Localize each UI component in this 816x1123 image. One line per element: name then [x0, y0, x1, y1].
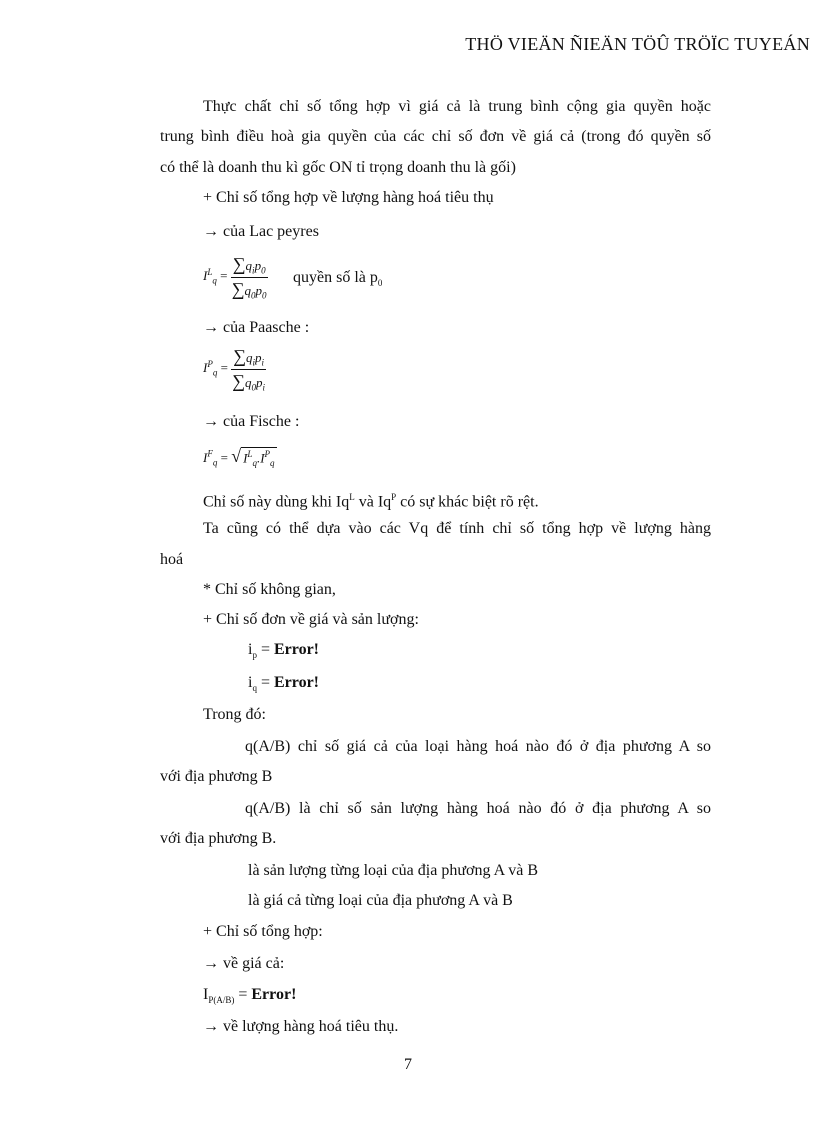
- laspeyres-weight-note: quyền số là $p_0$: [293, 269, 383, 289]
- running-header: THÖ VIEÄN ÑIEÄN TÖÛ TRÖÏC TUYEÁN: [465, 34, 810, 54]
- paragraph-line: có thể là doanh thu kì gốc ON tỉ trọng doanh thu là gối): [160, 159, 516, 176]
- paragraph-line: Trong đó:: [203, 706, 266, 723]
- paragraph-line: là giá cả từng loại của địa phương A và B: [248, 892, 513, 909]
- composite-price-index-line: $I_{P(A/B)}$ = Error!: [203, 986, 297, 1006]
- page-number: 7: [404, 1056, 412, 1073]
- paragraph-line: + Chỉ số tổng hợp về lượng hàng hoá tiêu thụ: [203, 189, 494, 206]
- paragraph-line: với địa phương B.: [160, 830, 277, 847]
- price-index-line: $i_p$ = Error!: [248, 641, 319, 661]
- quantity-index-line: $i_q$ = Error!: [248, 674, 319, 694]
- paragraph-line: q(A/B) là chỉ số sản lượng hàng hoá nào đó ở địa phương A so: [245, 800, 711, 817]
- fisher-formula: $I^F_q$ = √ $I^L_q.I^P_q$: [203, 446, 275, 468]
- paragraph-line: Ta cũng có thể dựa vào các Vq để tính chỉ số tổng hợp về lượng hàng: [203, 520, 711, 537]
- paragraph-line: với địa phương B: [160, 768, 273, 785]
- paragraph-line: → về giá cả:: [203, 955, 285, 972]
- paragraph-line: → của Lac peyres: [203, 223, 319, 240]
- paragraph-line: → của Fische :: [203, 413, 300, 430]
- paragraph-line: + Chỉ số tổng hợp:: [203, 923, 323, 940]
- laspeyres-formula: $I^L_q$ = $\frac{\sum q_ip_0}{\sum q_0p_0}$: [203, 254, 267, 301]
- paragraph-line: → của Paasche :: [203, 319, 310, 336]
- paasche-formula: $I^P_q$ = $\frac{\sum q_ip_i}{\sum q_0p_i}$: [203, 346, 266, 393]
- paragraph-line: * Chỉ số không gian,: [203, 581, 336, 598]
- paragraph-line: là sản lượng từng loại của địa phương A và B: [248, 862, 539, 879]
- paragraph-line: Thực chất chỉ số tổng hợp vì giá cả là trung bình cộng gia quyền hoặc: [203, 98, 711, 115]
- paragraph-line: trung bình điều hoà gia quyền của các chỉ số đơn về giá cả (trong đó quyền số: [160, 128, 711, 145]
- paragraph-line: hoá: [160, 551, 184, 568]
- paragraph-line: → về lượng hàng hoá tiêu thụ.: [203, 1018, 399, 1035]
- paragraph-line: q(A/B) chỉ số giá cả của loại hàng hoá nào đó ở địa phương A so: [245, 738, 711, 755]
- paragraph-line: Chỉ số này dùng khi $Iq^L$ và $Iq^P$ có sự khác biệt rõ rệt.: [203, 492, 539, 511]
- paragraph-line: + Chỉ số đơn về giá và sản lượng:: [203, 611, 419, 628]
